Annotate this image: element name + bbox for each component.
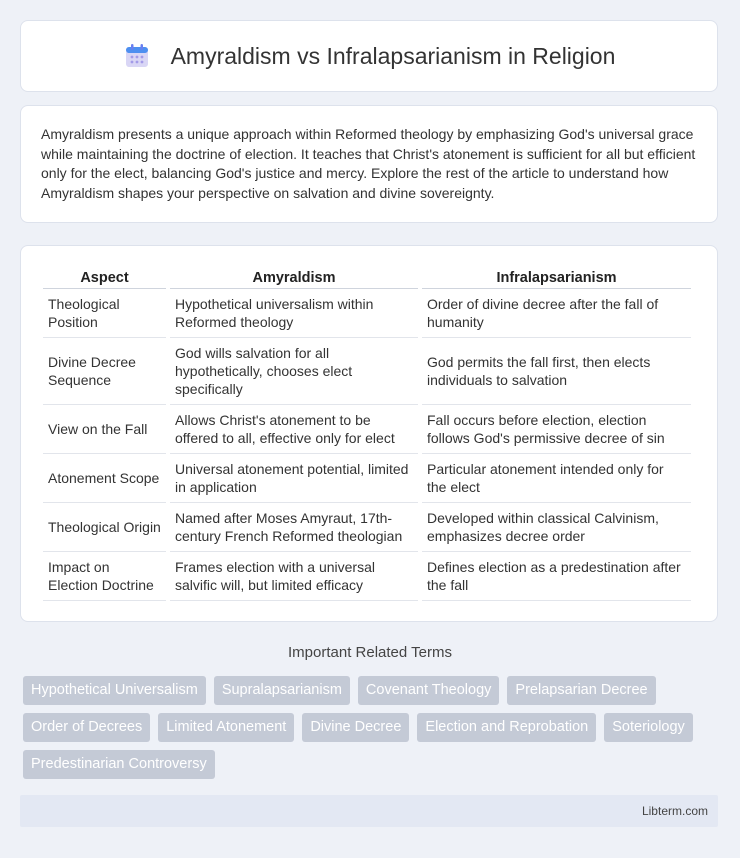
table-cell: Named after Moses Amyraut, 17th-century French Reformed theologian bbox=[170, 503, 418, 552]
related-term-tag[interactable]: Limited Atonement bbox=[158, 713, 294, 742]
page-title: Amyraldism vs Infralapsarianism in Religion bbox=[170, 42, 616, 69]
table-cell: God wills salvation for all hypothetically, chooses elect specifically bbox=[170, 338, 418, 405]
related-term-tag[interactable]: Soteriology bbox=[604, 713, 693, 742]
related-terms-title: Important Related Terms bbox=[288, 644, 452, 661]
comparison-table bbox=[39, 266, 695, 601]
table-cell: Allows Christ's atonement to be offered to all, effective only for elect bbox=[170, 405, 418, 454]
related-term-tag[interactable]: Prelapsarian Decree bbox=[507, 676, 655, 705]
table-cell: Universal atonement potential, limited in application bbox=[170, 454, 418, 503]
calendar-icon bbox=[123, 42, 151, 70]
table-cell: Theological Origin bbox=[43, 503, 166, 552]
table-row bbox=[43, 338, 691, 405]
table-cell: Theological Position bbox=[43, 289, 166, 338]
table-cell: Frames election with a universal salvific will, but limited efficacy bbox=[170, 552, 418, 601]
table-row bbox=[43, 503, 691, 552]
column-header-infralapsarianism: Infralapsarianism bbox=[422, 266, 691, 289]
table-cell: Order of divine decree after the fall of humanity bbox=[422, 289, 691, 338]
table-cell: Hypothetical universalism within Reformed theology bbox=[170, 289, 418, 338]
table-cell: Atonement Scope bbox=[43, 454, 166, 503]
column-header-amyraldism: Amyraldism bbox=[170, 266, 418, 289]
related-terms-list bbox=[23, 676, 723, 779]
header-card bbox=[20, 20, 718, 92]
table-cell: Particular atonement intended only for the elect bbox=[422, 454, 691, 503]
related-term-tag[interactable]: Hypothetical Universalism bbox=[23, 676, 206, 705]
table-cell: God permits the fall first, then elects individuals to salvation bbox=[422, 338, 691, 405]
related-term-tag[interactable]: Election and Reprobation bbox=[417, 713, 596, 742]
table-cell: Fall occurs before election, election follows God's permissive decree of sin bbox=[422, 405, 691, 454]
table-row bbox=[43, 552, 691, 601]
related-term-tag[interactable]: Covenant Theology bbox=[358, 676, 500, 705]
column-header-aspect: Aspect bbox=[43, 266, 166, 289]
table-row bbox=[43, 289, 691, 338]
related-term-tag[interactable]: Divine Decree bbox=[302, 713, 409, 742]
table-cell: Defines election as a predestination after the fall bbox=[422, 552, 691, 601]
table-cell: View on the Fall bbox=[43, 405, 166, 454]
intro-text: Amyraldism presents a unique approach within Reformed theology by emphasizing God's universal grace while maintaining the doctrine of election. It teaches that Christ's atonement is sufficient for all but efficient only for the elect, balancing God's justice and mercy. Explore the rest of the article to understand how Amyraldism shapes your perspective on salvation and divine sovereignty. bbox=[41, 126, 696, 201]
intro-card bbox=[20, 105, 718, 223]
related-term-tag[interactable]: Order of Decrees bbox=[23, 713, 150, 742]
table-header-row bbox=[43, 266, 691, 289]
table-cell: Impact on Election Doctrine bbox=[43, 552, 166, 601]
table-cell: Developed within classical Calvinism, emphasizes decree order bbox=[422, 503, 691, 552]
table-row bbox=[43, 405, 691, 454]
table-row bbox=[43, 454, 691, 503]
related-term-tag[interactable]: Supralapsarianism bbox=[214, 676, 350, 705]
comparison-card bbox=[20, 245, 718, 622]
table-cell: Divine Decree Sequence bbox=[43, 338, 166, 405]
footer-bar bbox=[20, 795, 718, 827]
footer-brand[interactable]: Libterm.com bbox=[641, 804, 708, 818]
related-term-tag[interactable]: Predestinarian Controversy bbox=[23, 750, 215, 779]
